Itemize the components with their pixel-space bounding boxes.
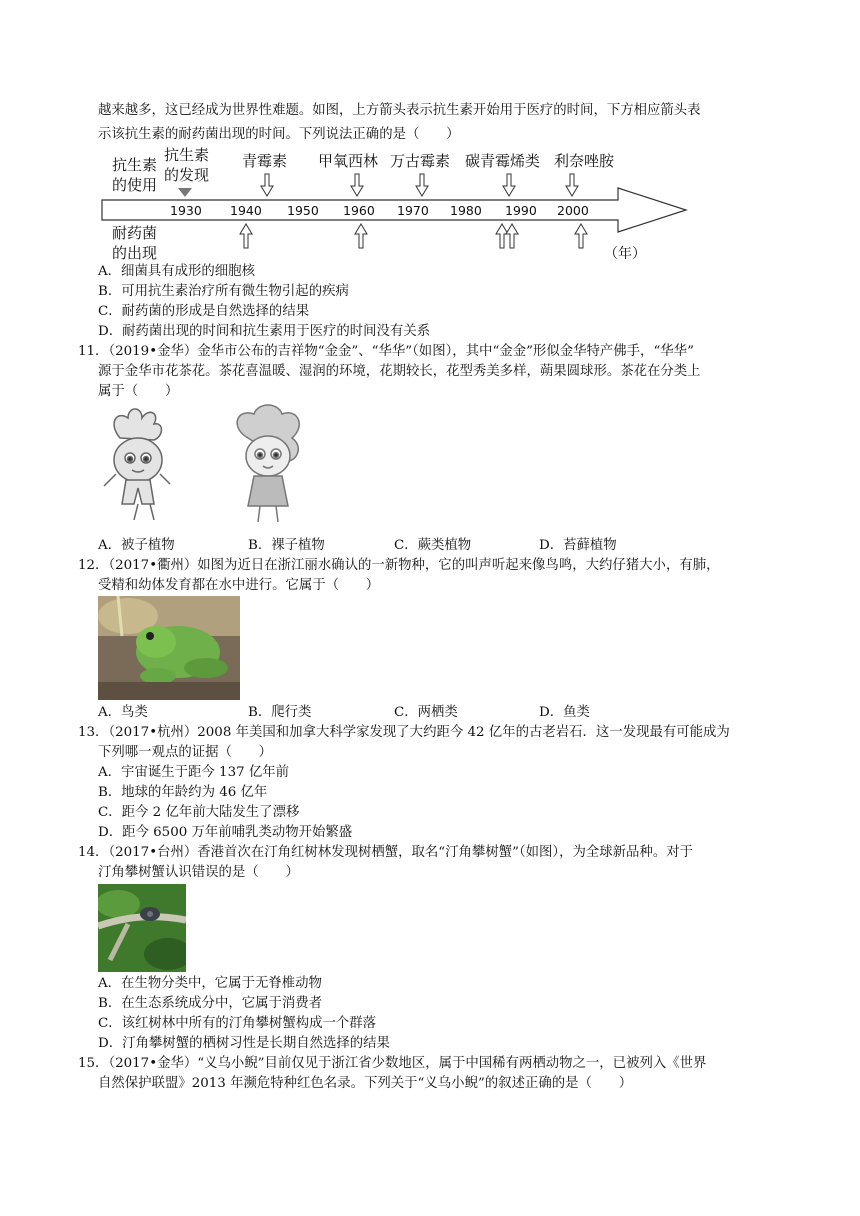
year-1940: 1940	[230, 203, 262, 218]
up-arrow-icon	[355, 224, 367, 248]
q11-stem-line-2: 源于金华市花茶花。茶花喜温暖、湿润的环境，花期较长，花型秀美多样，蒴果圆球形。茶花在分类上	[98, 364, 701, 379]
q13-option-a: A．宇宙诞生于距今 137 亿年前	[98, 765, 290, 780]
year-1950: 1950	[287, 203, 319, 218]
q15-stem-line-2: 自然保护联盟》2013 年濒危特种红色名录。下列关于“义乌小鲵”的叙述正确的是（ ）	[98, 1076, 633, 1091]
q12-stem-line-1: 12．（2017•衢州）如图为近日在浙江丽水确认的一新物种，它的叫声听起来像鸟鸣，大约仔猪大小，有肺，	[78, 558, 720, 573]
down-arrow-icon	[351, 174, 363, 196]
q12-option-b: B．爬行类	[248, 705, 312, 720]
q12-option-c: C．两栖类	[394, 705, 458, 720]
q14-option-d: D．汀角攀树蟹的栖树习性是长期自然选择的结果	[98, 1036, 390, 1051]
year-unit-label: （年）	[604, 246, 646, 262]
intro-line-2: 示该抗生素的耐药菌出现的时间。下列说法正确的是（ ）	[98, 127, 460, 142]
antibiotic-vancomycin: 万古霉素	[390, 152, 451, 170]
mascot-figure	[98, 404, 328, 528]
q10-option-a: A．细菌具有成形的细胞核	[98, 264, 255, 279]
q10-option-c: C．耐药菌的形成是自然选择的结果	[98, 304, 310, 319]
use-arrows	[261, 174, 578, 196]
label-antibiotic-use-2: 的使用	[112, 176, 158, 194]
intro-line-1: 越来越多，这已经成为世界性难题。如图，上方箭头表示抗生素开始用于医疗的时间，下方相应箭头表	[98, 103, 701, 118]
year-1970: 1970	[397, 203, 429, 218]
q11-stem-line-1: 11．（2019•金华）金华市公布的吉祥物“金金”、“华华”（如图），其中“金金”形似金华特产佛手，“华华”	[78, 344, 694, 359]
q13-option-b: B．地球的年龄约为 46 亿年	[98, 785, 268, 800]
q11-stem-line-3: 属于（ ）	[98, 384, 179, 399]
label-antibiotic-use-1: 抗生素	[112, 156, 158, 174]
down-arrow-icon	[261, 174, 273, 196]
label-resistance-2: 的出现	[112, 244, 158, 262]
year-1960: 1960	[343, 203, 375, 218]
q13-stem-line-1: 13．（2017•杭州）2008 年美国和加拿大科学家发现了大约距今 42 亿年的古老岩石．这一发现最有可能成为	[78, 725, 730, 740]
q14-option-a: A．在生物分类中，它属于无脊椎动物	[98, 976, 322, 991]
antibiotic-timeline-figure	[98, 144, 698, 264]
q12-option-d: D．鱼类	[539, 705, 590, 720]
q11-option-d: D．苔藓植物	[539, 538, 617, 553]
up-arrow-icon	[506, 224, 518, 248]
q14-stem-line-1: 14．（2017•台州）香港首次在汀角红树林发现树栖蟹，取名“汀角攀树蟹”（如图），为全球新品种。对于	[78, 845, 694, 860]
q14-option-c: C．该红树林中所有的汀角攀树蟹构成一个群落	[98, 1016, 377, 1031]
q10-option-b: B．可用抗生素治疗所有微生物引起的疾病	[98, 284, 349, 299]
label-discovery-2: 的发现	[164, 166, 210, 184]
up-arrow-icon	[496, 224, 508, 248]
label-discovery-1: 抗生素	[164, 146, 210, 164]
year-1930: 1930	[170, 203, 202, 218]
mascot-huahua	[237, 405, 299, 522]
down-arrow-icon	[503, 174, 515, 196]
q13-stem-line-2: 下列哪一观点的证据（ ）	[98, 745, 273, 760]
q12-stem-line-2: 受精和幼体发育都在水中进行。它属于（ ）	[98, 578, 380, 593]
q13-option-d: D．距今 6500 万年前哺乳类动物开始繁盛	[98, 825, 353, 840]
year-1980: 1980	[450, 203, 482, 218]
up-arrow-icon	[240, 224, 252, 248]
mascot-jinjin	[104, 409, 170, 520]
down-arrow-icon	[566, 174, 578, 196]
resistance-arrows	[240, 224, 587, 248]
year-2000: 2000	[557, 203, 589, 218]
q14-stem-line-2: 汀角攀树蟹认识错误的是（ ）	[98, 865, 299, 880]
q12-option-a: A．鸟类	[98, 705, 148, 720]
year-1990: 1990	[505, 203, 537, 218]
antibiotic-carbapenem: 碳青霉烯类	[465, 152, 541, 170]
discovery-triangle-icon	[178, 188, 192, 197]
q14-option-b: B．在生态系统成分中，它属于消费者	[98, 996, 323, 1011]
antibiotic-methicillin: 甲氧西林	[318, 152, 379, 170]
frog-photo	[98, 596, 240, 700]
label-resistance-1: 耐药菌	[112, 224, 158, 242]
antibiotic-linezolid: 利奈唑胺	[554, 152, 615, 170]
q13-option-c: C．距今 2 亿年前大陆发生了漂移	[98, 805, 300, 820]
crab-photo	[98, 884, 186, 972]
up-arrow-icon	[575, 224, 587, 248]
q11-option-b: B．裸子植物	[248, 538, 325, 553]
antibiotic-penicillin: 青霉素	[242, 152, 288, 170]
down-arrow-icon	[416, 174, 428, 196]
q15-stem-line-1: 15．（2017•金华）“义乌小鲵”目前仅见于浙江省少数地区，属于中国稀有两栖动物之一，已被列入《世界	[78, 1056, 707, 1071]
q10-option-d: D．耐药菌出现的时间和抗生素用于医疗的时间没有关系	[98, 324, 431, 339]
q11-option-c: C．蕨类植物	[394, 538, 472, 553]
q11-option-a: A．被子植物	[98, 538, 175, 553]
